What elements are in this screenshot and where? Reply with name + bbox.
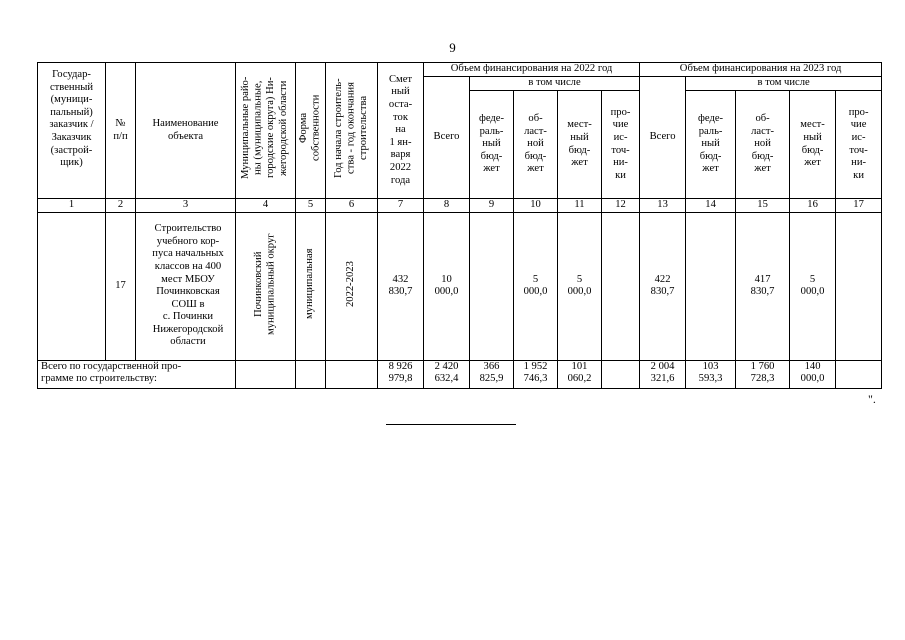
header-fin-2023: Объем финансирования на 2023 год xyxy=(640,63,882,77)
totals-label: Всего по государственной про- грамме по строительству: xyxy=(38,360,236,388)
row-total-2023: 422 830,7 xyxy=(640,212,686,360)
row-district: Починковский муниципальный округ xyxy=(236,212,296,360)
col-number: 8 xyxy=(424,199,470,213)
totals-total-2023: 2 004 321,6 xyxy=(640,360,686,388)
header-regional-2023: об- ласт- ной бюд- жет xyxy=(736,91,790,199)
header-local-2022: мест- ный бюд- жет xyxy=(558,91,602,199)
row-balance: 432 830,7 xyxy=(378,212,424,360)
financing-table xyxy=(37,62,882,389)
header-fin-2022: Объем финансирования на 2022 год xyxy=(424,63,640,77)
row-regional-2022: 5 000,0 xyxy=(514,212,558,360)
header-local-2023: мест- ный бюд- жет xyxy=(790,91,836,199)
totals-ownership xyxy=(296,360,326,388)
header-total-2023: Всего xyxy=(640,77,686,199)
header-regional-2022: об- ласт- ной бюд- жет xyxy=(514,91,558,199)
page-number: 9 xyxy=(449,40,456,55)
totals-federal-2023: 103 593,3 xyxy=(686,360,736,388)
totals-balance: 8 926 979,8 xyxy=(378,360,424,388)
totals-other-2022 xyxy=(602,360,640,388)
totals-local-2022: 101 060,2 xyxy=(558,360,602,388)
header-total-2022: Всего xyxy=(424,77,470,199)
col-number: 13 xyxy=(640,199,686,213)
row-federal-2022 xyxy=(470,212,514,360)
row-object-name: Строительство учебного кор- пуса начальных классов на 400 мест МБОУ Починковская СОШ в с. Починки Нижегородской области xyxy=(136,212,236,360)
col-number: 1 xyxy=(38,199,106,213)
col-number: 16 xyxy=(790,199,836,213)
row-years: 2022-2023 xyxy=(326,212,378,360)
header-balance: Смет ный оста- ток на 1 ян- варя 2022 года xyxy=(378,63,424,199)
header-incl-2022: в том числе xyxy=(470,77,640,91)
header-num: № п/п xyxy=(106,63,136,199)
col-number: 9 xyxy=(470,199,514,213)
column-numbers-row xyxy=(38,199,882,213)
totals-other-2023 xyxy=(836,360,882,388)
row-local-2022: 5 000,0 xyxy=(558,212,602,360)
header-federal-2023: феде- раль- ный бюд- жет xyxy=(686,91,736,199)
header-federal-2022: феде- раль- ный бюд- жет xyxy=(470,91,514,199)
totals-years xyxy=(326,360,378,388)
col-number: 15 xyxy=(736,199,790,213)
col-number: 11 xyxy=(558,199,602,213)
col-number: 5 xyxy=(296,199,326,213)
header-years: Год начала строитель- ства - год окончания строительства xyxy=(326,63,378,199)
col-number: 2 xyxy=(106,199,136,213)
row-other-2022 xyxy=(602,212,640,360)
totals-total-2022: 2 420 632,4 xyxy=(424,360,470,388)
header-other-2022: про- чие ис- точ- ни- ки xyxy=(602,91,640,199)
totals-regional-2023: 1 760 728,3 xyxy=(736,360,790,388)
header-name: Наименование объекта xyxy=(136,63,236,199)
totals-row xyxy=(38,360,882,388)
header-row xyxy=(38,63,882,77)
col-number: 4 xyxy=(236,199,296,213)
header-other-2023: про- чие ис- точ- ни- ки xyxy=(836,91,882,199)
header-ownership: Форма собственности xyxy=(296,63,326,199)
row-local-2023: 5 000,0 xyxy=(790,212,836,360)
end-divider xyxy=(386,424,516,425)
col-number: 3 xyxy=(136,199,236,213)
col-number: 12 xyxy=(602,199,640,213)
row-federal-2023 xyxy=(686,212,736,360)
closing-quote: ". xyxy=(868,392,876,406)
row-regional-2023: 417 830,7 xyxy=(736,212,790,360)
col-number: 10 xyxy=(514,199,558,213)
totals-federal-2022: 366 825,9 xyxy=(470,360,514,388)
row-num: 17 xyxy=(106,212,136,360)
header-incl-2023: в том числе xyxy=(686,77,882,91)
header-customer: Государ- ственный (муници- пальный) заказчик / Заказчик (застрой- щик) xyxy=(38,63,106,199)
row-ownership: муниципальная xyxy=(296,212,326,360)
row-customer xyxy=(38,212,106,360)
totals-regional-2022: 1 952 746,3 xyxy=(514,360,558,388)
totals-local-2023: 140 000,0 xyxy=(790,360,836,388)
row-total-2022: 10 000,0 xyxy=(424,212,470,360)
table-row xyxy=(38,212,882,360)
col-number: 17 xyxy=(836,199,882,213)
totals-district xyxy=(236,360,296,388)
col-number: 6 xyxy=(326,199,378,213)
row-other-2023 xyxy=(836,212,882,360)
col-number: 14 xyxy=(686,199,736,213)
header-district: Муниципальные райо- ны (муниципальные, городские округа) Ни- жегородской области xyxy=(236,63,296,199)
col-number: 7 xyxy=(378,199,424,213)
